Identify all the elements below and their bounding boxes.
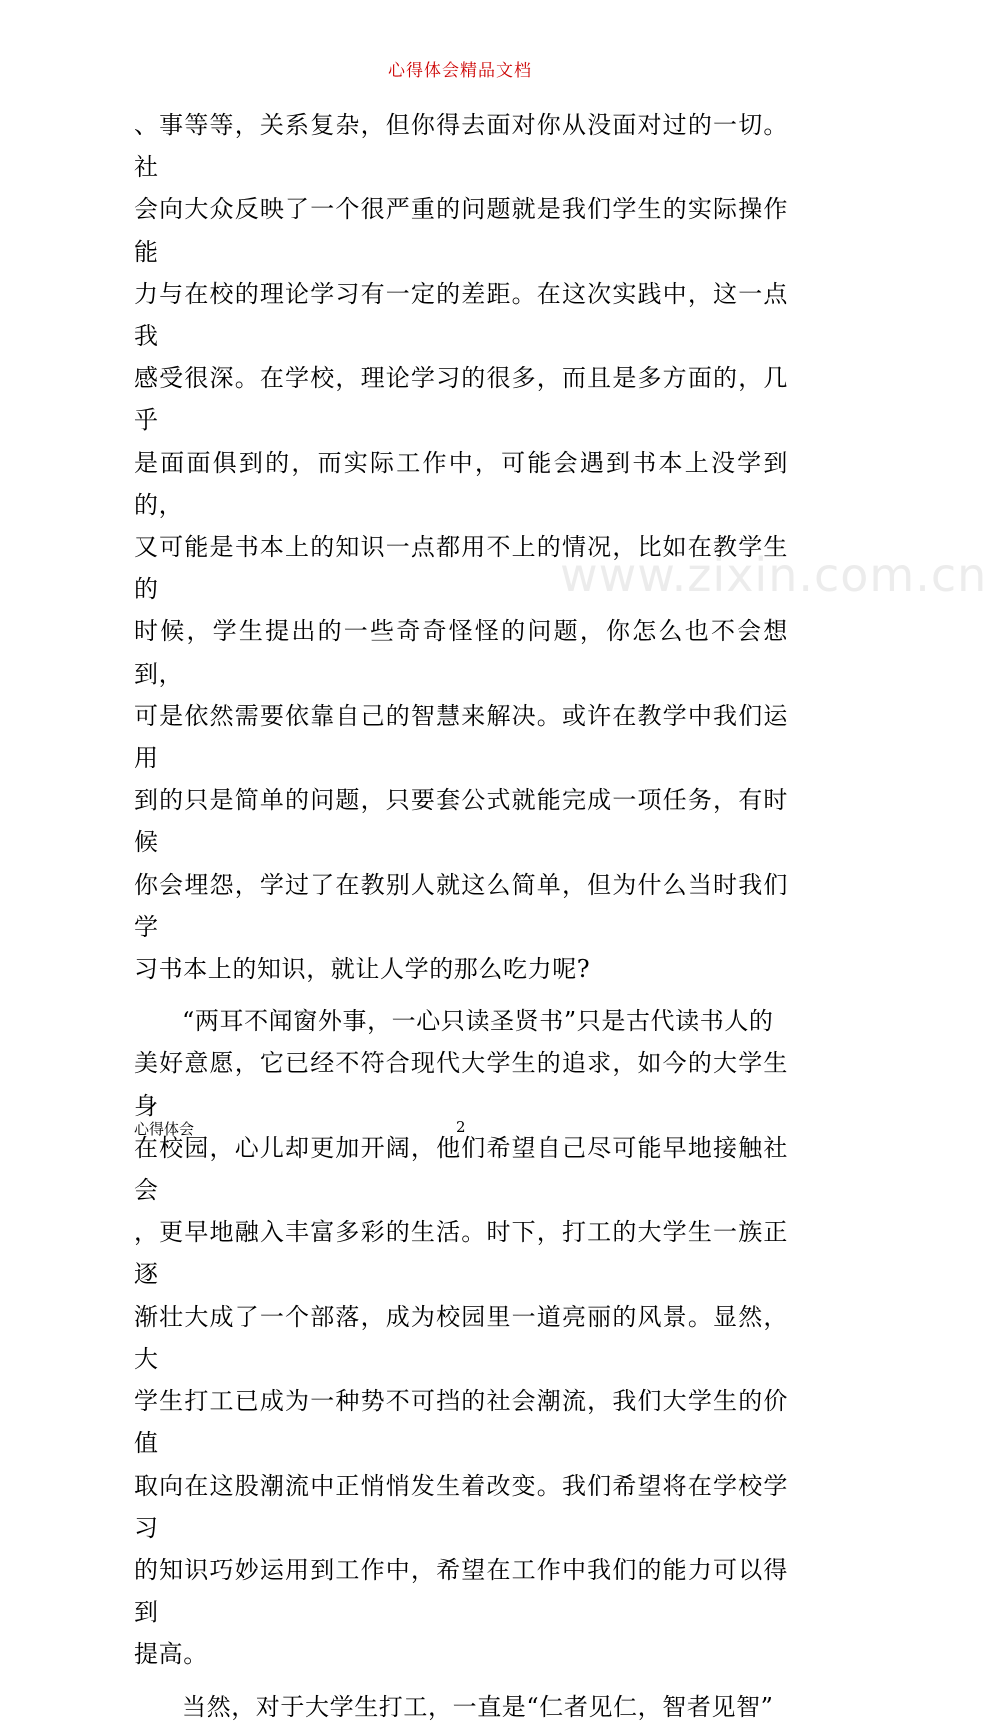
text-line: 的知识巧妙运用到工作中，希望在工作中我们的能力可以得到 — [134, 1555, 788, 1627]
header-title: 心得体会精品文档 — [388, 61, 532, 81]
document-body — [134, 104, 788, 1728]
paragraph-1 — [134, 104, 788, 990]
text-line: 学生打工已成为一种势不可挡的社会潮流，我们大学生的价值 — [134, 1387, 788, 1458]
text-line: 取向在这股潮流中正悄悄发生着改变。我们希望将在学校学习 — [134, 1471, 788, 1542]
text-line: 时候，学生提出的一些奇奇怪怪的问题，你怎么也不会想到， — [134, 617, 788, 688]
text-line: ，更早地融入丰富多彩的生活。时下，打工的大学生一族正逐 — [134, 1218, 788, 1289]
text-line: 感受很深。在学校，理论学习的很多，而且是多方面的，几乎 — [134, 364, 788, 435]
text-line: “两耳不闻窗外事，一心只读圣贤书”只是古代读书人的 — [182, 1007, 774, 1036]
text-line: 美好意愿，它已经不符合现代大学生的追求，如今的大学生身 — [134, 1049, 788, 1120]
text-line: 习书本上的知识，就让人学的那么吃力呢? — [134, 955, 591, 984]
text-line: 到的只是简单的问题，只要套公式就能完成一项任务，有时候 — [134, 786, 788, 857]
text-line: 你会埋怨，学过了在教别人就这么简单，但为什么当时我们学 — [134, 870, 788, 941]
text-line: 力与在校的理论学习有一定的差距。在这次实践中，这一点我 — [134, 279, 788, 351]
page-number: 2 — [456, 1118, 466, 1136]
text-line: 在校园，心儿却更加开阔，他们希望自己尽可能早地接触社会 — [134, 1133, 788, 1205]
text-line: 是面面俱到的，而实际工作中，可能会遇到书本上没学到的， — [134, 448, 788, 519]
text-line: 、事等等，关系复杂，但你得去面对你从没面对过的一切。社 — [134, 111, 788, 182]
text-line: 当然，对于大学生打工，一直是“仁者见仁，智者见智” — [182, 1692, 774, 1721]
watermark: www.zixin.com.cn — [560, 548, 987, 602]
footer-label: 心得体会 — [134, 1120, 195, 1138]
paragraph-2 — [134, 1000, 788, 1675]
paragraph-3 — [134, 1686, 788, 1728]
text-line: 渐壮大成了一个部落，成为校园里一道亮丽的风景。显然，大 — [134, 1302, 788, 1373]
text-line: 可是依然需要依靠自己的智慧来解决。或许在教学中我们运用 — [134, 701, 788, 773]
text-line: 会向大众反映了一个很严重的问题就是我们学生的实际操作能 — [134, 195, 788, 266]
text-line: 又可能是书本上的知识一点都用不上的情况，比如在教学生的 — [134, 533, 788, 604]
text-line: 提高。 — [134, 1640, 208, 1669]
